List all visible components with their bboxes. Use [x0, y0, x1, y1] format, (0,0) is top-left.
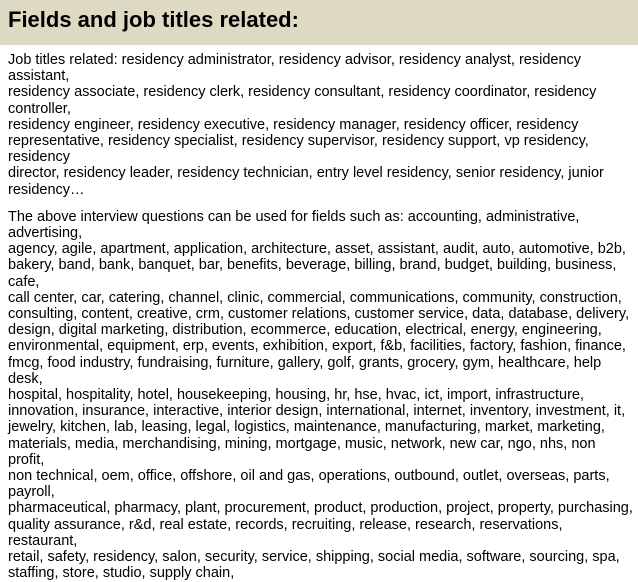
job-titles-paragraph: Job titles related: residency administrator, residency advisor, residency analyst, residency assistant, residency associate, residency clerk, residency consultant, residency coordinator, residency controller, residency engineer, residency executive, residency manager, residency officer, residency representative, residency specialist, residency supervisor, residency support, vp residency, residency director, residency leader, residency technician, entry level residency, senior residency, junior residency…: [8, 52, 604, 198]
fields-paragraph: The above interview questions can be used for fields such as: accounting, administrative, advertising, agency, agile, apartment, application, architecture, asset, assistant, audit, auto, automotive, b2b, bakery, band, bank, banquet, bar, benefits, beverage, billing, brand, budget, building, business, cafe, call center, car, catering, channel, clinic, commercial, communications, community, construction, consulting, content, creative, crm, customer relations, customer service, data, database, delivery, design, digital marketing, distribution, ecommerce, education, electrical, energy, engineering, environmental, equipment, erp, events, exhibition, export, f&b, facilities, factory, fashion, finance, fmcg, food industry, fundraising, furniture, gallery, golf, grants, grocery, gym, healthcare, help desk, hospital, hospitality, hotel, housekeeping, housing, hr, hse, hvac, ict, import, infrastructure, innovation, insurance, interactive, interior design, international, internet, inventory, investment, it, jewelry, kitchen, lab, leasing, legal, logistics, maintenance, manufacturing, market, marketing, materials, media, merchandising, mining, mortgage, music, network, new car, ngo, nhs, non profit, non technical, oem, office, offshore, oil and gas, operations, outbound, outlet, overseas, parts, payroll, pharmaceutical, pharmacy, plant, procurement, product, production, project, property, purchasing, quality assurance, r&d, real estate, records, recruiting, release, research, reservations, restaurant, retail, safety, residency, salon, security, service, shipping, social media, software, sourcing, spa, staffing, store, studio, supply chain,: [8, 208, 633, 582]
slide-body: [8, 52, 634, 582]
title-bar: [0, 0, 638, 45]
slide-title: Fields and job titles related:: [8, 7, 299, 32]
